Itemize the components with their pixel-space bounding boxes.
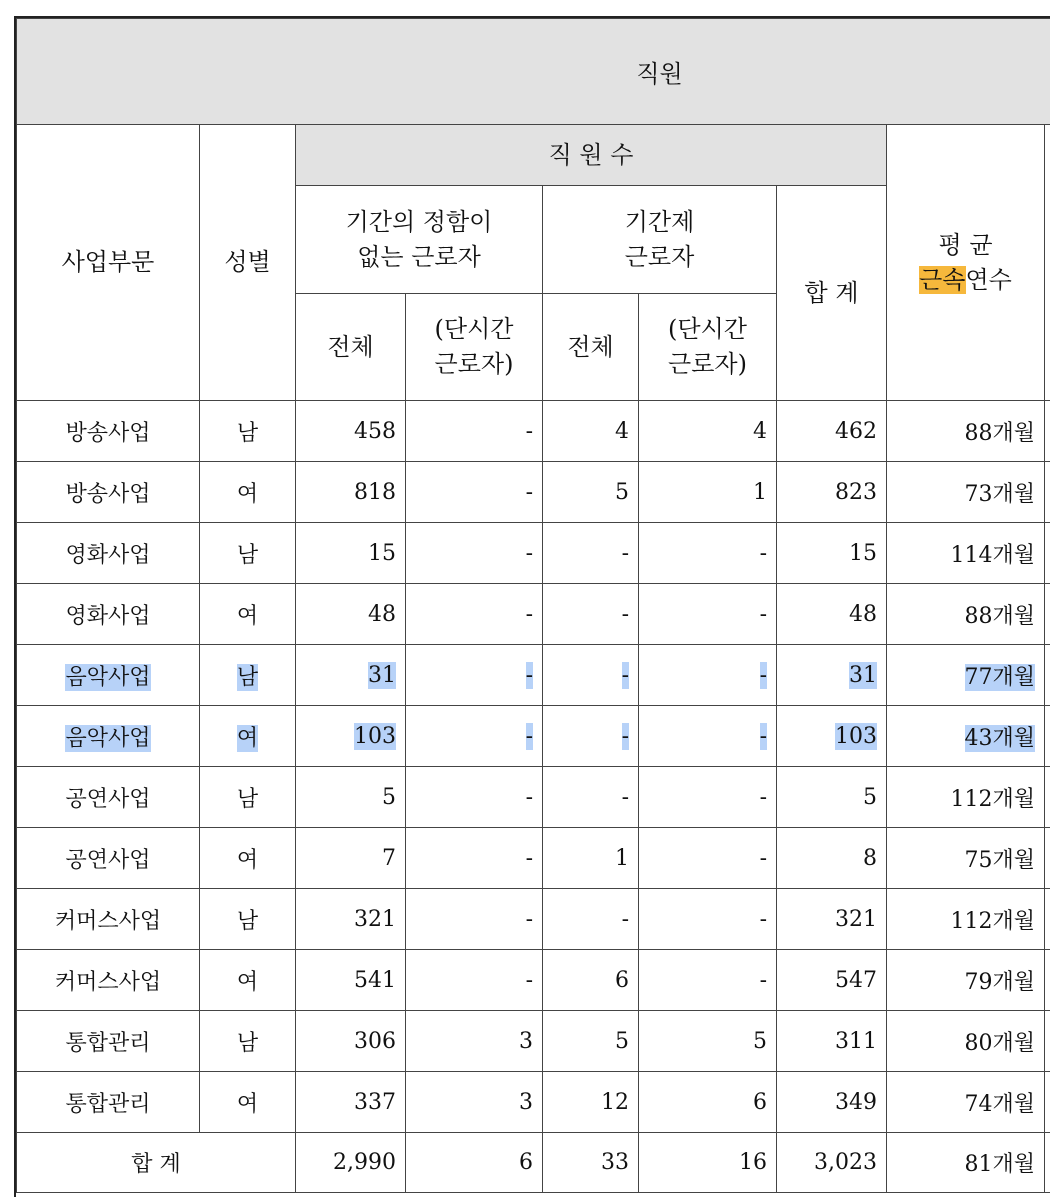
total-cell[interactable]: 15 [777, 523, 887, 584]
table-row [17, 584, 1050, 645]
total-cell[interactable]: 5 [777, 767, 887, 828]
cont-part-cell[interactable]: 1 [639, 462, 777, 523]
cont-total-cell[interactable]: 4 [543, 401, 639, 462]
perm-total-cell[interactable]: 337 [296, 1072, 406, 1133]
cont-part-cell[interactable]: - [639, 828, 777, 889]
segment-cell[interactable]: 공연사업 [17, 767, 200, 828]
gender-cell[interactable]: 여 [200, 950, 296, 1011]
edge-cell [1045, 828, 1050, 889]
edge-cell [1045, 767, 1050, 828]
perm-part-cell[interactable]: - [406, 889, 543, 950]
segment-cell[interactable]: 방송사업 [17, 401, 200, 462]
tenure-cell[interactable]: 75개월 [887, 828, 1045, 889]
cont-total-cell[interactable]: 5 [543, 462, 639, 523]
perm-part-cell[interactable]: - [406, 706, 543, 767]
edge-column [1045, 125, 1050, 401]
header-employees: 직 원 수 [296, 125, 887, 186]
total-cell[interactable]: 547 [777, 950, 887, 1011]
total-cell[interactable]: 321 [777, 889, 887, 950]
gender-cell[interactable]: 여 [200, 828, 296, 889]
edge-cell [1045, 889, 1050, 950]
edge-cell [1045, 584, 1050, 645]
perm-total-cell[interactable]: 818 [296, 462, 406, 523]
table-row [17, 645, 1050, 706]
perm-part-cell[interactable]: - [406, 645, 543, 706]
edge-cell [1045, 1072, 1050, 1133]
header-gender: 성별 [200, 125, 296, 401]
perm-part-cell[interactable]: - [406, 584, 543, 645]
tenure-cell[interactable]: 88개월 [887, 401, 1045, 462]
perm-part-cell[interactable]: - [406, 828, 543, 889]
cont-total-cell[interactable]: - [543, 645, 639, 706]
tenure-cell[interactable]: 74개월 [887, 1072, 1045, 1133]
gender-cell[interactable]: 남 [200, 645, 296, 706]
perm-total-cell[interactable]: 458 [296, 401, 406, 462]
header-contract: 기간제 근로자 [543, 186, 777, 294]
table-body [17, 401, 1050, 1133]
header-perm-parttime: (단시간 근로자) [406, 294, 543, 401]
perm-part-cell[interactable]: - [406, 401, 543, 462]
cont-part-cell[interactable]: - [639, 950, 777, 1011]
perm-total-cell[interactable]: 321 [296, 889, 406, 950]
gender-cell[interactable]: 남 [200, 889, 296, 950]
total-cell[interactable]: 103 [777, 706, 887, 767]
cont-total-cell[interactable]: - [543, 523, 639, 584]
gender-cell[interactable]: 여 [200, 1072, 296, 1133]
table-row [17, 1072, 1050, 1133]
cont-total-cell[interactable]: 6 [543, 950, 639, 1011]
cont-total-cell[interactable]: 5 [543, 1011, 639, 1072]
edge-cell [1045, 1133, 1050, 1193]
total-cell[interactable]: 349 [777, 1072, 887, 1133]
edge-cell [1045, 462, 1050, 523]
gender-cell[interactable]: 여 [200, 462, 296, 523]
edge-cell [1045, 1011, 1050, 1072]
segment-cell[interactable]: 음악사업 [17, 645, 200, 706]
employee-table [16, 18, 1050, 1193]
highlighted-text: 근속 [919, 265, 966, 294]
summary-perm-part: 6 [406, 1133, 543, 1193]
tenure-cell[interactable]: 112개월 [887, 767, 1045, 828]
edge-cell [1045, 523, 1050, 584]
perm-part-cell[interactable]: - [406, 950, 543, 1011]
segment-cell[interactable]: 영화사업 [17, 584, 200, 645]
total-cell[interactable]: 8 [777, 828, 887, 889]
summary-cont-total: 33 [543, 1133, 639, 1193]
perm-total-cell[interactable]: 7 [296, 828, 406, 889]
cont-total-cell[interactable]: 1 [543, 828, 639, 889]
cont-part-cell[interactable]: - [639, 645, 777, 706]
perm-part-cell[interactable]: 3 [406, 1011, 543, 1072]
header-sum: 합 계 [777, 186, 887, 401]
cont-total-cell[interactable]: - [543, 584, 639, 645]
segment-cell[interactable]: 커머스사업 [17, 889, 200, 950]
table-row [17, 523, 1050, 584]
tenure-cell[interactable]: 43개월 [887, 706, 1045, 767]
perm-total-cell[interactable]: 31 [296, 645, 406, 706]
edge-cell [1045, 401, 1050, 462]
segment-cell[interactable]: 음악사업 [17, 706, 200, 767]
tenure-cell[interactable]: 114개월 [887, 523, 1045, 584]
gender-cell[interactable]: 남 [200, 767, 296, 828]
tenure-cell[interactable]: 80개월 [887, 1011, 1045, 1072]
total-cell[interactable]: 48 [777, 584, 887, 645]
summary-row [17, 1133, 1050, 1193]
gender-cell[interactable]: 남 [200, 401, 296, 462]
perm-total-cell[interactable]: 15 [296, 523, 406, 584]
segment-cell[interactable]: 통합관리 [17, 1072, 200, 1133]
table-row [17, 401, 1050, 462]
summary-cont-part: 16 [639, 1133, 777, 1193]
segment-cell[interactable]: 공연사업 [17, 828, 200, 889]
perm-total-cell[interactable]: 103 [296, 706, 406, 767]
perm-part-cell[interactable]: - [406, 767, 543, 828]
tenure-cell[interactable]: 112개월 [887, 889, 1045, 950]
perm-total-cell[interactable]: 5 [296, 767, 406, 828]
header-business: 사업부문 [17, 125, 200, 401]
perm-part-cell[interactable]: - [406, 462, 543, 523]
perm-part-cell[interactable]: - [406, 523, 543, 584]
header-cont-parttime: (단시간 근로자) [639, 294, 777, 401]
header-cont-total: 전체 [543, 294, 639, 401]
header-perm-total: 전체 [296, 294, 406, 401]
tenure-cell[interactable]: 79개월 [887, 950, 1045, 1011]
table-row [17, 1011, 1050, 1072]
cont-total-cell[interactable]: 12 [543, 1072, 639, 1133]
cont-part-cell[interactable]: - [639, 523, 777, 584]
tenure-cell[interactable]: 73개월 [887, 462, 1045, 523]
cont-total-cell[interactable]: - [543, 767, 639, 828]
perm-total-cell[interactable]: 306 [296, 1011, 406, 1072]
tenure-cell[interactable]: 88개월 [887, 584, 1045, 645]
summary-label: 합 계 [17, 1133, 296, 1193]
perm-total-cell[interactable]: 541 [296, 950, 406, 1011]
total-cell[interactable]: 823 [777, 462, 887, 523]
summary-perm-total: 2,990 [296, 1133, 406, 1193]
cont-part-cell[interactable]: - [639, 706, 777, 767]
summary-tenure: 81개월 [887, 1133, 1045, 1193]
segment-cell[interactable]: 방송사업 [17, 462, 200, 523]
document-page [14, 16, 1050, 1197]
edge-cell [1045, 706, 1050, 767]
table-row [17, 889, 1050, 950]
table-title: 직원 [17, 19, 1050, 125]
cont-part-cell[interactable]: 5 [639, 1011, 777, 1072]
header-permanent: 기간의 정함이 없는 근로자 [296, 186, 543, 294]
perm-part-cell[interactable]: 3 [406, 1072, 543, 1133]
cont-part-cell[interactable]: 6 [639, 1072, 777, 1133]
total-cell[interactable]: 31 [777, 645, 887, 706]
total-cell[interactable]: 462 [777, 401, 887, 462]
cont-part-cell[interactable]: - [639, 889, 777, 950]
tenure-cell[interactable]: 77개월 [887, 645, 1045, 706]
gender-cell[interactable]: 여 [200, 584, 296, 645]
cont-total-cell[interactable]: - [543, 889, 639, 950]
edge-cell [1045, 645, 1050, 706]
table-row [17, 706, 1050, 767]
cont-part-cell[interactable]: - [639, 767, 777, 828]
table-row [17, 828, 1050, 889]
segment-cell[interactable]: 커머스사업 [17, 950, 200, 1011]
table-row [17, 767, 1050, 828]
cont-total-cell[interactable]: - [543, 706, 639, 767]
table-row [17, 462, 1050, 523]
segment-cell[interactable]: 영화사업 [17, 523, 200, 584]
header-avg-tenure: 평 균 근속연수 [887, 125, 1045, 401]
cont-part-cell[interactable]: - [639, 584, 777, 645]
gender-cell[interactable]: 여 [200, 706, 296, 767]
gender-cell[interactable]: 남 [200, 523, 296, 584]
segment-cell[interactable]: 통합관리 [17, 1011, 200, 1072]
perm-total-cell[interactable]: 48 [296, 584, 406, 645]
table-row [17, 950, 1050, 1011]
gender-cell[interactable]: 남 [200, 1011, 296, 1072]
cont-part-cell[interactable]: 4 [639, 401, 777, 462]
summary-total: 3,023 [777, 1133, 887, 1193]
edge-cell [1045, 950, 1050, 1011]
total-cell[interactable]: 311 [777, 1011, 887, 1072]
